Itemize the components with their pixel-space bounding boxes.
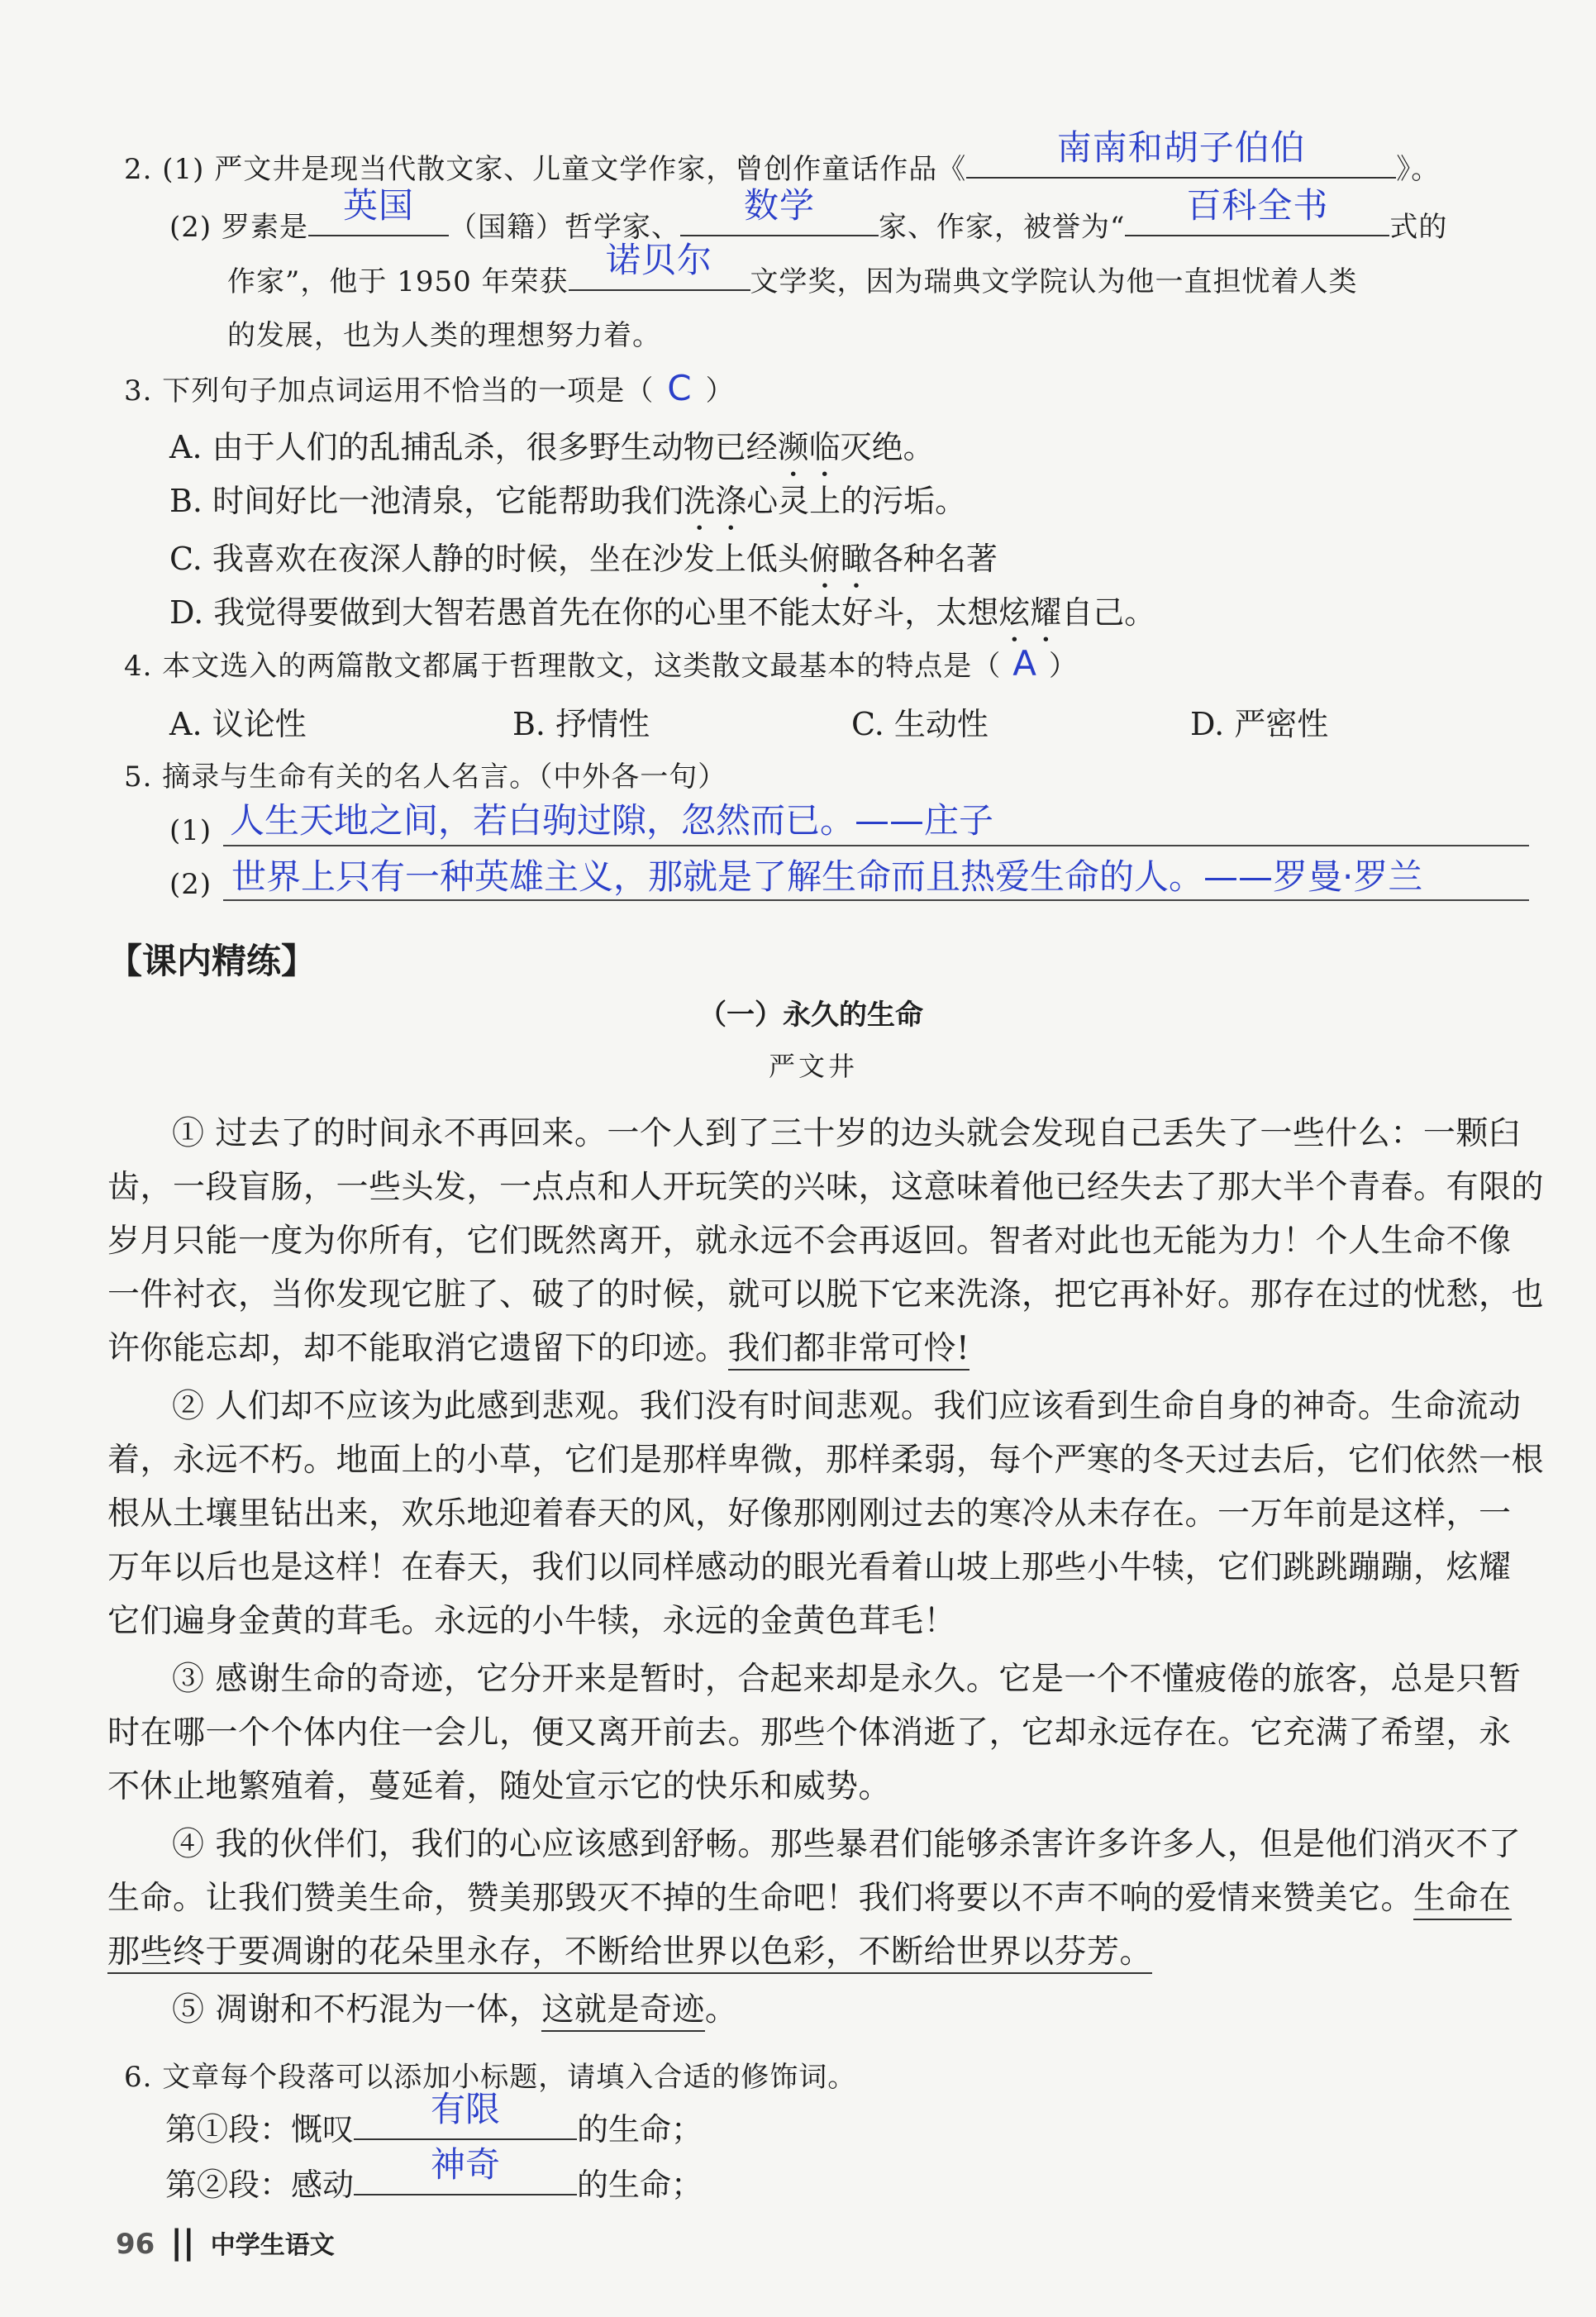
q4-stem: 4. 本文选入的两篇散文都属于哲理散文，这类散文最基本的特点是（ A ）	[124, 643, 1078, 684]
article-line: 岁月只能一度为你所有，它们既然离开，就永远不会再返回。智者对此也无能为力！个人生命不像	[107, 1223, 1512, 1260]
article-line: ③ 感谢生命的奇迹，它分开来是暂时，合起来却是永久。它是一个不懂疲倦的旅客，总是只暂	[172, 1661, 1522, 1698]
q2-line3: 作家”，他于 1950 年荣获 诺贝尔 文学奖，因为瑞典文学院认为他一直担忧着人类	[227, 240, 1358, 298]
article-line: 一件衬衣，当你发现它脏了、破了的时候，就可以脱下它来洗涤，把它再补好。那存在过的忧愁，也	[107, 1276, 1545, 1313]
footer-divider: ||	[170, 2224, 195, 2262]
article-line: 着，永远不朽。地面上的小草，它们是那样卑微，那样柔弱，每个严寒的冬天过去后，它们依然一根	[107, 1442, 1545, 1479]
q2-answer-blank-4[interactable]: 百科全书	[1125, 200, 1389, 236]
article-line: 不休止地繁殖着，蔓延着，随处宣示它的快乐和威势。	[107, 1768, 892, 1805]
q3-stem: 3. 下列句子加点词运用不恰当的一项是（ C ）	[124, 368, 735, 408]
underlined-sentence: 这就是奇迹	[541, 1991, 705, 2032]
q4-option-d: D. 严密性	[1190, 706, 1329, 742]
article-line: 许你能忘却，却不能取消它遗留下的印迹。我们都非常可怜!	[107, 1323, 970, 1369]
q5-num-1: (1)	[169, 814, 212, 847]
q3-option-c: C. 我喜欢在夜深人静的时候，坐在沙发上低头俯瞰各种名著	[169, 541, 998, 577]
underlined-sentence: 我们都非常可怜!	[728, 1330, 970, 1371]
q5-rule-1	[223, 845, 1529, 846]
article-author: 严文井	[769, 1051, 859, 1082]
q6-item-2: 第②段：感动 神奇 的生命；	[165, 2144, 703, 2203]
q5-rule-2	[223, 899, 1529, 901]
q6-item-1: 第①段：慨叹 有限 的生命；	[165, 2089, 703, 2148]
q2-answer-blank-1[interactable]: 南南和胡子伯伯	[966, 142, 1396, 179]
article-line	[107, 1926, 1152, 1972]
q3-answer: C	[667, 368, 693, 408]
q3-option-b: B. 时间好比一池清泉，它能帮助我们洗涤心灵上的污垢。	[169, 483, 967, 519]
article-line: 万年以后也是这样！在春天，我们以同样感动的眼光看着山坡上那些小牛犊，它们跳跳蹦蹦，炫耀	[107, 1549, 1512, 1586]
publication-name: 中学生语文	[210, 2231, 335, 2260]
q6-stem: 6. 文章每个段落可以添加小标题，请填入合适的修饰词。	[124, 2061, 857, 2094]
q5-stem: 5. 摘录与生命有关的名人名言。（中外各一句）	[124, 760, 727, 794]
q5-answer-2[interactable]: 世界上只有一种英雄主义，那就是了解生命而且热爱生命的人。——罗曼·罗兰	[231, 856, 1423, 897]
article-line: 生命。让我们赞美生命，赞美那毁灭不掉的生命吧！我们将要以不声不响的爱情来赞美它。生命在	[107, 1872, 1512, 1919]
article-title: （一）永久的生命	[698, 999, 923, 1032]
q6-answer-blank-2[interactable]: 神奇	[354, 2159, 577, 2195]
article-line: 它们遍身金黄的茸毛。永远的小牛犊，永远的金黄色茸毛！	[107, 1603, 957, 1640]
article-line: 时在哪一个个体内住一会儿，便又离开前去。那些个体消逝了，它却永远存在。它充满了希望，永	[107, 1714, 1512, 1752]
q2-line1: 2. (1) 严文井是现当代散文家、儿童文学作家，曾创作童话作品《 南南和胡子伯伯 》。	[124, 127, 1441, 186]
q6-answer-blank-1[interactable]: 有限	[354, 2104, 577, 2140]
q3-option-a: A. 由于人们的乱捕乱杀，很多野生动物已经濒临灭绝。	[169, 429, 935, 465]
article-line: ④ 我的伙伴们，我们的心应该感到舒畅。那些暴君们能够杀害许多许多人，但是他们消灭不了	[172, 1826, 1522, 1863]
article-line: ① 过去了的时间永不再回来。一个人到了三十岁的边头就会发现自己丢失了一些什么：一颗臼	[172, 1115, 1522, 1152]
underlined-sentence: 那些终于要凋谢的花朵里永存，不断给世界以色彩，不断给世界以芬芳。	[107, 1933, 1152, 1974]
q4-option-a: A. 议论性	[169, 706, 307, 742]
q2-line4: 的发展，也为人类的理想努力着。	[227, 319, 661, 352]
q2-answer-blank-2[interactable]: 英国	[308, 200, 449, 236]
article-line: ⑤ 凋谢和不朽混为一体，这就是奇迹。	[172, 1984, 737, 2030]
q3-option-d: D. 我觉得要做到大智若愚首先在你的心里不能太好斗，太想炫耀自己。	[169, 594, 1156, 631]
article-line: ② 人们却不应该为此感到悲观。我们没有时间悲观。我们应该看到生命自身的神奇。生命流动	[172, 1388, 1522, 1425]
q2-answer-blank-3[interactable]: 数学	[680, 200, 879, 236]
underlined-sentence: 生命在	[1413, 1880, 1512, 1920]
q4-answer: A	[1012, 643, 1037, 684]
q5-answer-1[interactable]: 人生天地之间，若白驹过隙，忽然而已。——庄子	[230, 800, 994, 841]
article-line: 根从土壤里钻出来，欢乐地迎着春天的风，好像那刚刚过去的寒冷从未存在。一万年前是这样，一	[107, 1495, 1512, 1533]
page-number: 96	[116, 2228, 155, 2261]
article-line: 齿，一段盲肠，一些头发，一点点和人开玩笑的兴味，这意味着他已经失去了那大半个青春。有限的	[107, 1169, 1545, 1206]
q2-answer-blank-5[interactable]: 诺贝尔	[569, 255, 750, 291]
q4-option-c: C. 生动性	[851, 706, 989, 742]
q5-num-2: (2)	[169, 868, 212, 901]
q2-line2: (2) 罗素是 英国 （国籍）哲学家、 数学 家、作家，被誉为“ 百科全书 式的	[169, 185, 1448, 244]
section-heading: 【课内精练】	[107, 941, 317, 981]
page-footer	[116, 2224, 335, 2262]
q4-option-b: B. 抒情性	[512, 706, 650, 742]
